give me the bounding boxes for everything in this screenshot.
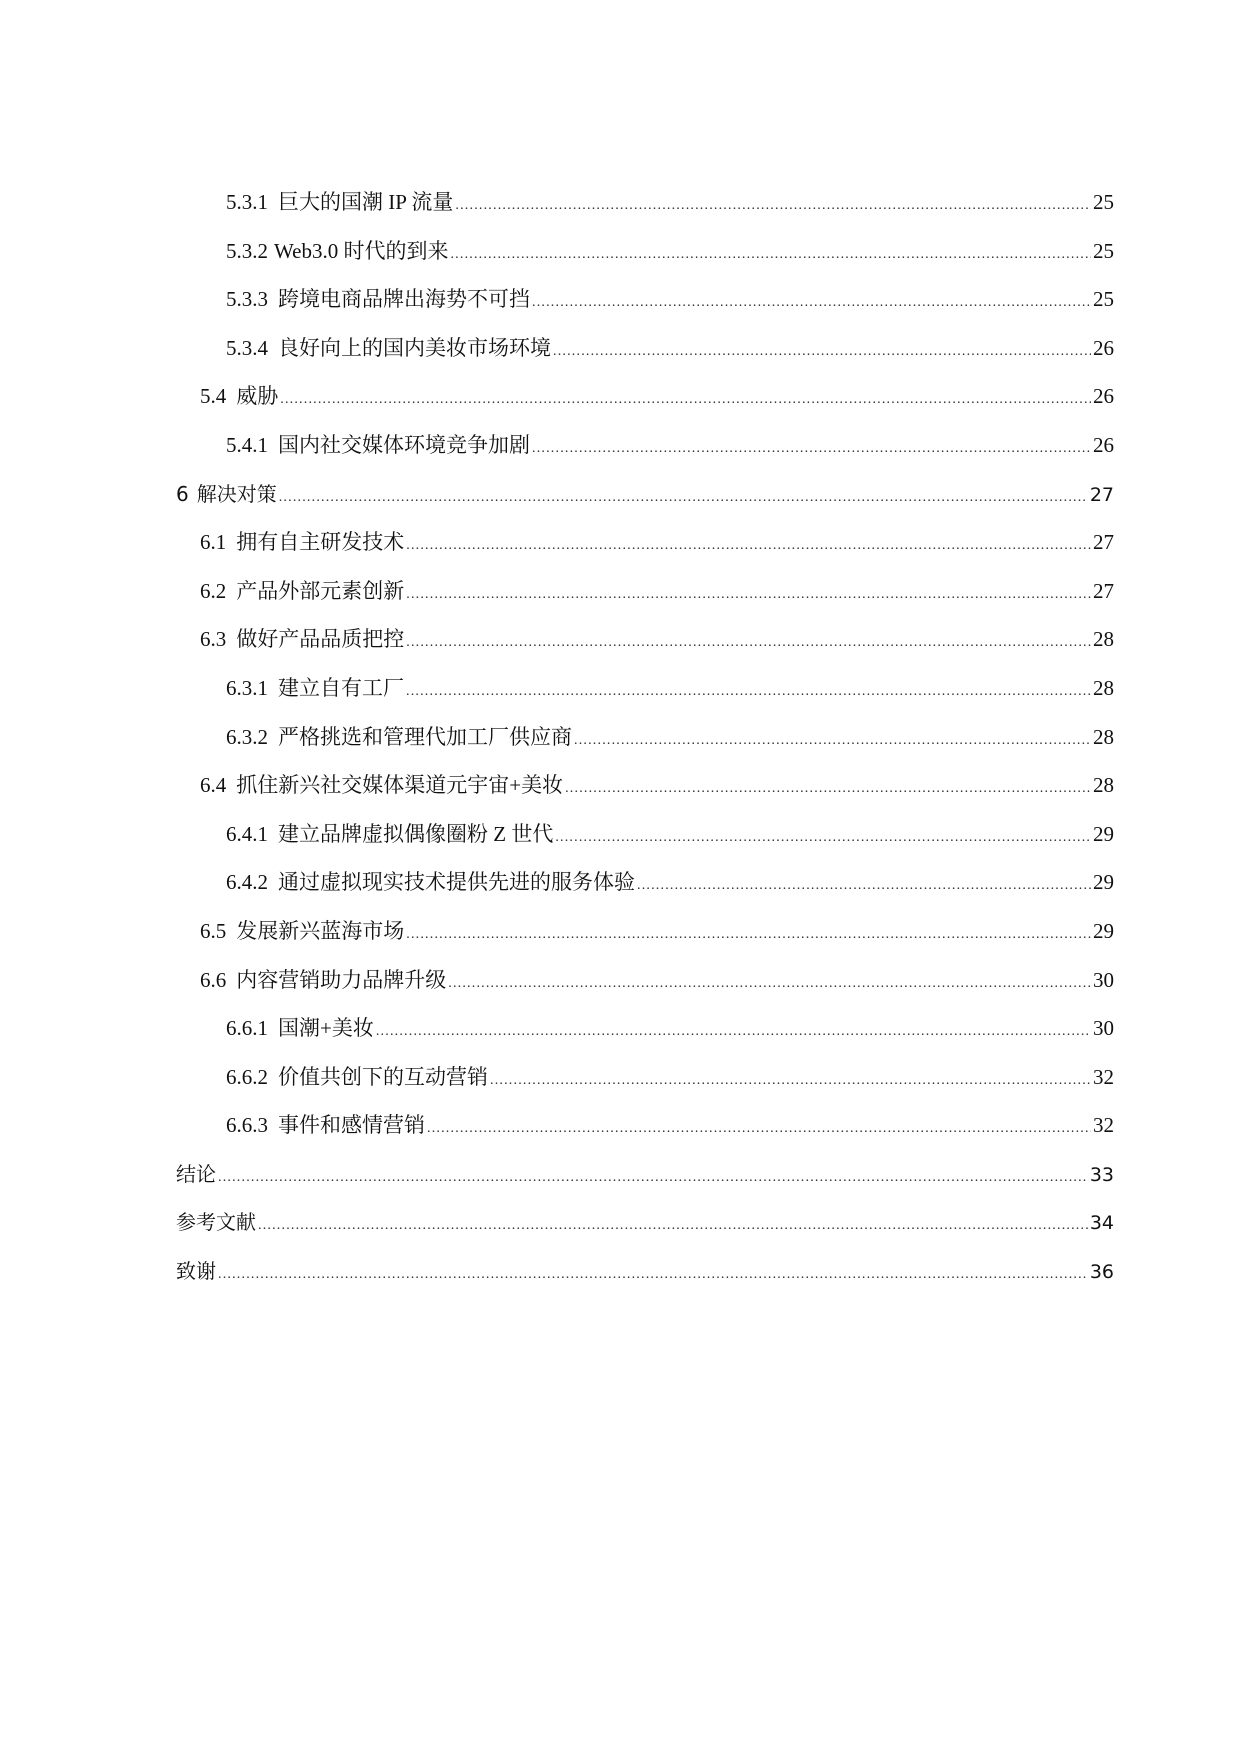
toc-entry-number: 5.3.3: [226, 287, 268, 312]
toc-entry-number: 6.4.2: [226, 870, 268, 895]
toc-entry-page: 34: [1089, 1212, 1114, 1235]
toc-entry-page: 28: [1093, 773, 1114, 798]
dot-leader: [406, 668, 1091, 717]
toc-entry-6-6[interactable]: [176, 956, 1114, 1005]
toc-entry-title: 建立自有工厂: [278, 675, 404, 700]
toc-entry-page: 33: [1089, 1163, 1114, 1186]
toc-entry-title: 事件和感情营销: [278, 1113, 425, 1138]
toc-entry-5-4-1[interactable]: [176, 421, 1114, 470]
dot-leader: [427, 1105, 1091, 1154]
toc-entry-title: 拥有自主研发技术: [236, 530, 405, 555]
toc-entry-title: 通过虚拟现实技术提供先进的服务体验: [278, 870, 635, 895]
toc-entry-title: 国内社交媒体环境竞争加剧: [278, 432, 530, 457]
dot-leader: [279, 474, 1088, 523]
toc-entry-number: 6.6.3: [226, 1113, 268, 1138]
toc-entry-title: 国潮+美妆: [278, 1016, 374, 1041]
toc-entry-title: 产品外部元素创新: [236, 578, 405, 603]
toc-entry-5-3-3[interactable]: [176, 275, 1114, 324]
toc-entry-page: 27: [1093, 578, 1114, 603]
toc-entry-6-2[interactable]: [176, 567, 1114, 616]
toc-entry-title: 价值共创下的互动营销: [278, 1064, 488, 1089]
toc-entry-number: 6.3: [200, 627, 227, 652]
dot-leader: [532, 279, 1091, 328]
dot-leader: [555, 814, 1091, 863]
toc-entry-page: 26: [1093, 432, 1114, 457]
toc-entry-page: 32: [1093, 1064, 1114, 1089]
toc-entry-6-4-1[interactable]: [176, 810, 1114, 859]
dot-leader: [406, 571, 1091, 620]
toc-entry-page: 28: [1093, 627, 1114, 652]
dot-leader: [574, 717, 1091, 766]
toc-entry-page: 25: [1093, 238, 1114, 263]
dot-leader: [565, 765, 1091, 814]
toc-entry-acknowledgements[interactable]: [176, 1247, 1114, 1296]
toc-entry-number: 5.4.1: [226, 432, 268, 457]
toc-entry-page: 25: [1093, 190, 1114, 214]
toc-entry-title: 内容营销助力品牌升级: [236, 967, 447, 992]
toc-entry-number: 5.3.4: [226, 335, 268, 360]
toc-entry-5-3-4[interactable]: [176, 324, 1114, 373]
toc-entry-page: 29: [1093, 821, 1114, 846]
toc-entry-title: 跨境电商品牌出海势不可挡: [278, 287, 530, 312]
toc-entry-page: 30: [1093, 1016, 1114, 1041]
toc-entry-title: 建立品牌虚拟偶像圈粉 Z 世代: [278, 821, 554, 846]
table-of-contents: [176, 178, 1114, 1296]
toc-entry-title: 参考文献: [176, 1210, 256, 1235]
dot-leader: [637, 862, 1091, 911]
toc-entry-title: 良好向上的国内美妆市场环境: [278, 335, 551, 360]
dot-leader: [218, 1251, 1088, 1300]
toc-entry-number: 5.3.2: [226, 238, 268, 263]
dot-leader: [553, 328, 1091, 377]
toc-entry-references[interactable]: [176, 1198, 1114, 1247]
toc-entry-title: 巨大的国潮 IP 流量: [278, 190, 454, 214]
toc-entry-page: 26: [1093, 384, 1114, 409]
toc-entry-number: 6: [176, 481, 189, 506]
dot-leader: [532, 425, 1091, 474]
toc-entry-6-3[interactable]: [176, 615, 1114, 664]
toc-entry-6-4-2[interactable]: [176, 858, 1114, 907]
toc-entry-6-6-3[interactable]: [176, 1101, 1114, 1150]
toc-entry-5-3-2[interactable]: [176, 227, 1114, 276]
toc-entry-title: 发展新兴蓝海市场: [236, 918, 405, 943]
toc-entry-number: 5.3.1: [226, 190, 268, 214]
toc-entry-5-3-1[interactable]: [176, 178, 1114, 227]
dot-leader: [448, 960, 1091, 1009]
toc-entry-6-5[interactable]: [176, 907, 1114, 956]
toc-entry-6-4[interactable]: [176, 761, 1114, 810]
toc-entry-number: 6.6: [200, 967, 227, 992]
toc-entry-page: 27: [1089, 483, 1114, 506]
toc-entry-number: 5.4: [200, 384, 227, 409]
toc-entry-number: 6.2: [200, 578, 227, 603]
toc-entry-6-1[interactable]: [176, 518, 1114, 567]
toc-entry-page: 25: [1093, 287, 1114, 312]
dot-leader: [258, 1202, 1088, 1251]
toc-entry-page: 28: [1093, 675, 1114, 700]
toc-entry-6[interactable]: [176, 470, 1114, 519]
toc-entry-page: 26: [1093, 335, 1114, 360]
toc-entry-title: 结论: [176, 1161, 216, 1186]
toc-entry-6-6-1[interactable]: [176, 1004, 1114, 1053]
toc-entry-page: 27: [1093, 530, 1114, 555]
toc-entry-6-3-2[interactable]: [176, 713, 1114, 762]
toc-entry-6-3-1[interactable]: [176, 664, 1114, 713]
toc-entry-number: 6.6.1: [226, 1016, 268, 1041]
dot-leader: [280, 376, 1091, 425]
dot-leader: [406, 619, 1091, 668]
dot-leader: [406, 522, 1091, 571]
toc-entry-title: 致谢: [176, 1259, 216, 1284]
toc-entry-5-4[interactable]: [176, 372, 1114, 421]
toc-entry-conclusion[interactable]: [176, 1150, 1114, 1199]
toc-entry-page: 36: [1089, 1261, 1114, 1284]
toc-entry-number: 6.3.1: [226, 675, 268, 700]
toc-entry-title: 严格挑选和管理代加工厂供应商: [278, 724, 572, 749]
dot-leader: [450, 231, 1091, 280]
dot-leader: [218, 1154, 1088, 1203]
toc-entry-number: 6.1: [200, 530, 227, 555]
toc-entry-title: 抓住新兴社交媒体渠道元宇宙+美妆: [236, 773, 564, 798]
toc-entry-number: 6.4: [200, 773, 227, 798]
toc-entry-page: 30: [1093, 967, 1114, 992]
dot-leader: [406, 911, 1091, 960]
toc-entry-6-6-2[interactable]: [176, 1053, 1114, 1102]
toc-entry-number: 6.4.1: [226, 821, 268, 846]
toc-entry-title: 做好产品品质把控: [236, 627, 405, 652]
toc-entry-title: 威胁: [236, 384, 279, 409]
dot-leader: [455, 182, 1091, 231]
toc-entry-page: 29: [1093, 870, 1114, 895]
toc-entry-page: 28: [1093, 724, 1114, 749]
toc-entry-title: Web3.0 时代的到来: [274, 238, 449, 263]
toc-entry-title: 解决对策: [196, 481, 277, 506]
toc-entry-number: 6.5: [200, 918, 227, 943]
toc-entry-number: 6.6.2: [226, 1064, 268, 1089]
dot-leader: [376, 1008, 1091, 1057]
dot-leader: [490, 1057, 1091, 1106]
toc-entry-page: 29: [1093, 918, 1114, 943]
toc-entry-number: 6.3.2: [226, 724, 268, 749]
toc-entry-page: 32: [1093, 1113, 1114, 1138]
